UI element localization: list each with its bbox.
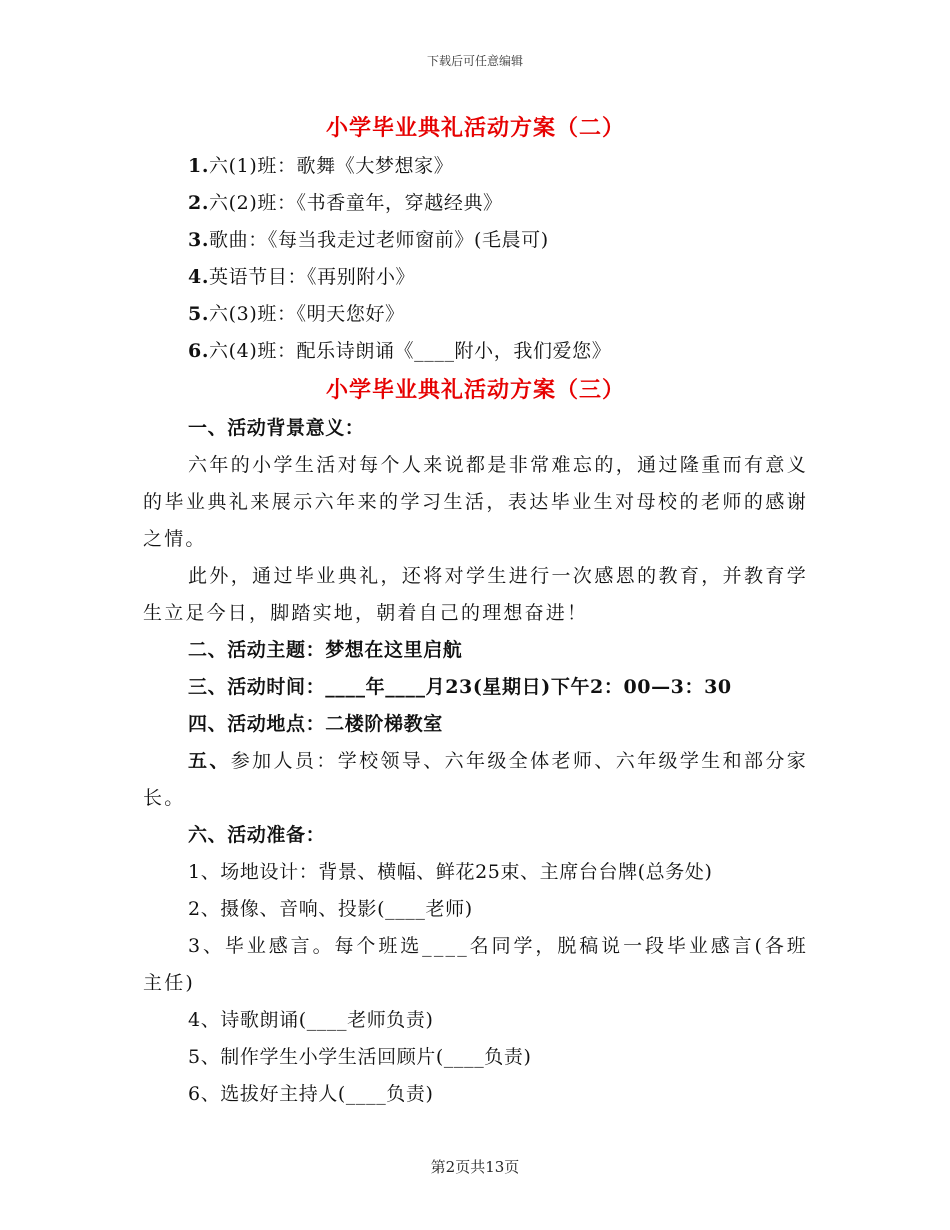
document-body: [143, 108, 808, 1113]
program-item-1: [143, 148, 808, 185]
prep-item-4: 4、诗歌朗诵(____老师负责): [188, 1009, 434, 1031]
participants-label: 五、: [188, 750, 231, 772]
theme-line: 二、活动主题：梦想在这里启航: [188, 639, 463, 661]
program-item-number: 3.: [188, 229, 210, 251]
program-item-5: [143, 296, 808, 333]
program-item-text: 六(3)班：《明天您好》: [209, 303, 405, 325]
section3-title: 小学毕业典礼活动方案（三）: [325, 377, 625, 403]
program-item-2: [143, 185, 808, 222]
program-item-number: 6.: [188, 340, 210, 362]
program-item-3: [143, 222, 808, 259]
program-item-text: 六(4)班：配乐诗朗诵《____附小，我们爱您》: [209, 340, 612, 362]
program-item-number: 2.: [188, 192, 210, 214]
background-paragraph-2: 此外，通过毕业典礼，还将对学生进行一次感恩的教育，并教育学生立足今日，脚踏实地，朝着自己的理想奋进！: [143, 565, 808, 624]
program-item-text: 歌曲：《每当我走过老师窗前》(毛晨可): [209, 229, 549, 251]
program-item-4: [143, 259, 808, 296]
prep-heading: 六、活动准备：: [188, 824, 326, 846]
participants-text: 参加人员：学校领导、六年级全体老师、六年级学生和部分家长。: [143, 750, 808, 809]
place-line: 四、活动地点：二楼阶梯教室: [188, 713, 443, 735]
time-line: 三、活动时间：____年____月23(星期日)下午2：00—3：30: [188, 676, 732, 698]
prep-item-1: 1、场地设计：背景、横幅、鲜花25束、主席台台牌(总务处): [188, 861, 713, 883]
program-item-number: 5.: [188, 303, 210, 325]
prep-item-5: 5、制作学生小学生活回顾片(____负责): [188, 1046, 532, 1068]
program-item-number: 4.: [188, 266, 210, 288]
background-heading: 一、活动背景意义：: [188, 417, 365, 439]
program-item-text: 六(2)班：《书香童年，穿越经典》: [209, 192, 503, 214]
prep-item-6: 6、选拔好主持人(____负责): [188, 1083, 434, 1105]
prep-item-3: 3、毕业感言。每个班选____名同学，脱稿说一段毕业感言(各班主任): [143, 935, 808, 994]
prep-item-2: 2、摄像、音响、投影(____老师): [188, 898, 473, 920]
program-item-number: 1.: [188, 155, 210, 177]
participants-paragraph: [143, 743, 808, 817]
program-item-text: 英语节目：《再别附小》: [209, 266, 416, 288]
page-header-note: 下载后可任意编辑: [426, 54, 523, 68]
section2-title: 小学毕业典礼活动方案（二）: [325, 115, 625, 141]
background-paragraph-1: 六年的小学生活对每个人来说都是非常难忘的，通过隆重而有意义的毕业典礼来展示六年来的学习生活，表达毕业生对母校的老师的感谢之情。: [143, 454, 808, 550]
program-item-6: [143, 333, 808, 370]
program-item-text: 六(1)班：歌舞《大梦想家》: [209, 155, 454, 177]
prep-list: [143, 854, 808, 1113]
program-list: [143, 148, 808, 370]
page-footer-number: 第2页共13页: [430, 1158, 520, 1176]
